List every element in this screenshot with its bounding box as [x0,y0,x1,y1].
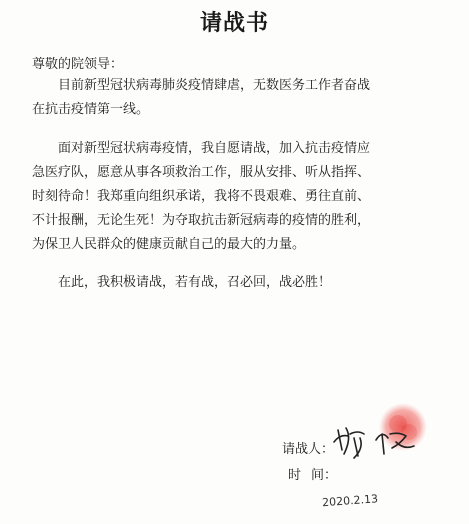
paragraph-line: 急医疗队，愿意从事各项救治工作，服从安排、听从指挥、 [32,165,371,180]
paragraph-1 [32,74,432,122]
date-label [288,464,337,483]
handwritten-date [318,486,418,512]
paragraph-line: 时刻待命！我郑重向组织承诺，我将不畏艰难、勇往直前、 [32,189,371,204]
paragraph-line: 在此，我积极请战，若有战，召必回，战必胜！ [58,275,332,290]
paragraph-2 [32,137,432,257]
handwritten-date-text: 2020.2.13 [321,492,379,510]
paragraph-line: 面对新型冠状病毒疫情，我自愿请战，加入抗击疫情应 [58,141,371,156]
salutation: 尊敬的院领导： [32,57,124,72]
paragraph-line: 为保卫人民群众的健康贡献自己的最大的力量。 [32,237,306,252]
date-label-part: 间： [311,468,338,483]
paragraph-line: 在抗击疫情第一线。 [32,102,150,117]
signature-label: 请战人： [282,442,335,457]
date-label-part: 时 [288,468,302,483]
paragraph-line: 目前新型冠状病毒肺炎疫情肆虐，无数医务工作者奋战 [58,78,371,93]
paragraph-line: 不计报酬，无论生死！为夺取抗击新冠病毒的疫情的胜利， [32,213,371,228]
paragraph-3 [32,271,432,295]
handwritten-signature [330,420,422,464]
page-title: 请战书 [199,11,269,36]
